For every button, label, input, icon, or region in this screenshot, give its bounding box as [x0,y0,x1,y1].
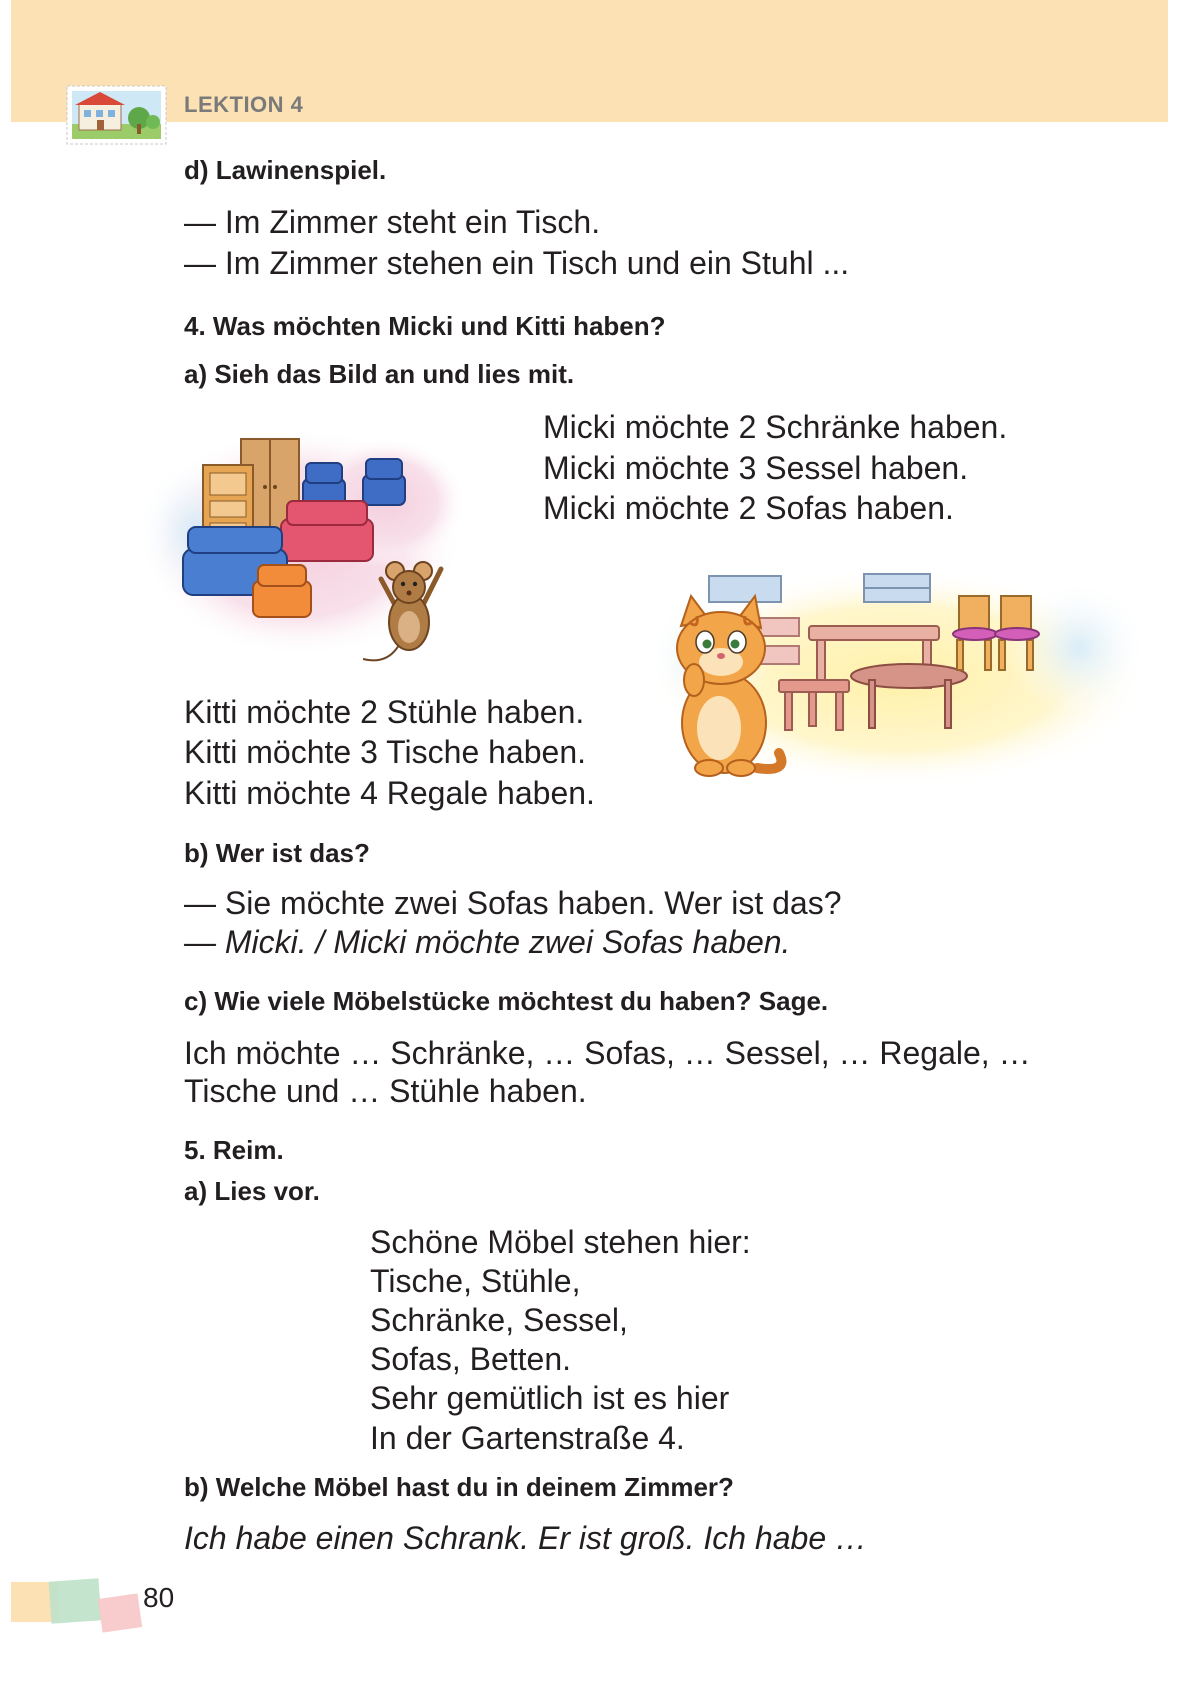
exercise-4c-line: Ich möchte … Schränke, … Sofas, … Sessel, … Regale, … [184,1035,1031,1071]
exercise-4b-heading: b) Wer ist das? [184,838,370,868]
micki-line: Micki möchte 2 Sofas haben. [543,490,954,526]
lesson-label: LEKTION 4 [184,92,304,117]
kitti-furniture-illustration [649,568,1147,790]
exercise-4b-question: — Sie möchte zwei Sofas haben. Wer ist das? [184,885,842,921]
exercise-4-heading: 4. Was möchten Micki und Kitti haben? [184,311,666,341]
section-d-heading: d) Lawinenspiel. [184,155,387,185]
exercise-5-heading: 5. Reim. [184,1135,284,1165]
decorative-square-green [49,1578,102,1623]
poem-line: Sehr gemütlich ist es hier [370,1380,730,1416]
poem-line: Schöne Möbel stehen hier: [370,1224,751,1260]
micki-line: Micki möchte 3 Sessel haben. [543,450,969,486]
exercise-4c-line: Tische und … Stühle haben. [184,1073,587,1109]
micki-line: Micki möchte 2 Schränke haben. [543,409,1008,445]
kitti-line: Kitti möchte 4 Regale haben. [184,775,595,811]
exercise-4b-answer: — Micki. / Micki möchte zwei Sofas haben. [184,924,791,960]
lesson-stamp-icon [65,84,168,146]
exercise-5b-answer: Ich habe einen Schrank. Er ist groß. Ich habe … [184,1520,868,1556]
decorative-square-pink [98,1593,142,1632]
exercise-5a-heading: a) Lies vor. [184,1176,320,1206]
exercise-4c-heading: c) Wie viele Möbelstücke möchtest du haben? Sage. [184,986,829,1016]
poem-line: In der Gartenstraße 4. [370,1420,685,1456]
section-d-line: — Im Zimmer steht ein Tisch. [184,204,601,240]
exercise-5b-heading: b) Welche Möbel hast du in deinem Zimmer? [184,1472,734,1502]
exercise-4a-heading: a) Sieh das Bild an und lies mit. [184,359,575,389]
kitti-line: Kitti möchte 2 Stühle haben. [184,694,585,730]
poem-line: Tische, Stühle, [370,1263,581,1299]
page-number: 80 [143,1582,175,1613]
kitti-line: Kitti möchte 3 Tische haben. [184,734,586,770]
micki-furniture-illustration [141,417,481,671]
poem-line: Schränke, Sessel, [370,1302,628,1338]
poem-line: Sofas, Betten. [370,1341,572,1377]
section-d-line: — Im Zimmer stehen ein Tisch und ein Stuhl ... [184,245,850,281]
